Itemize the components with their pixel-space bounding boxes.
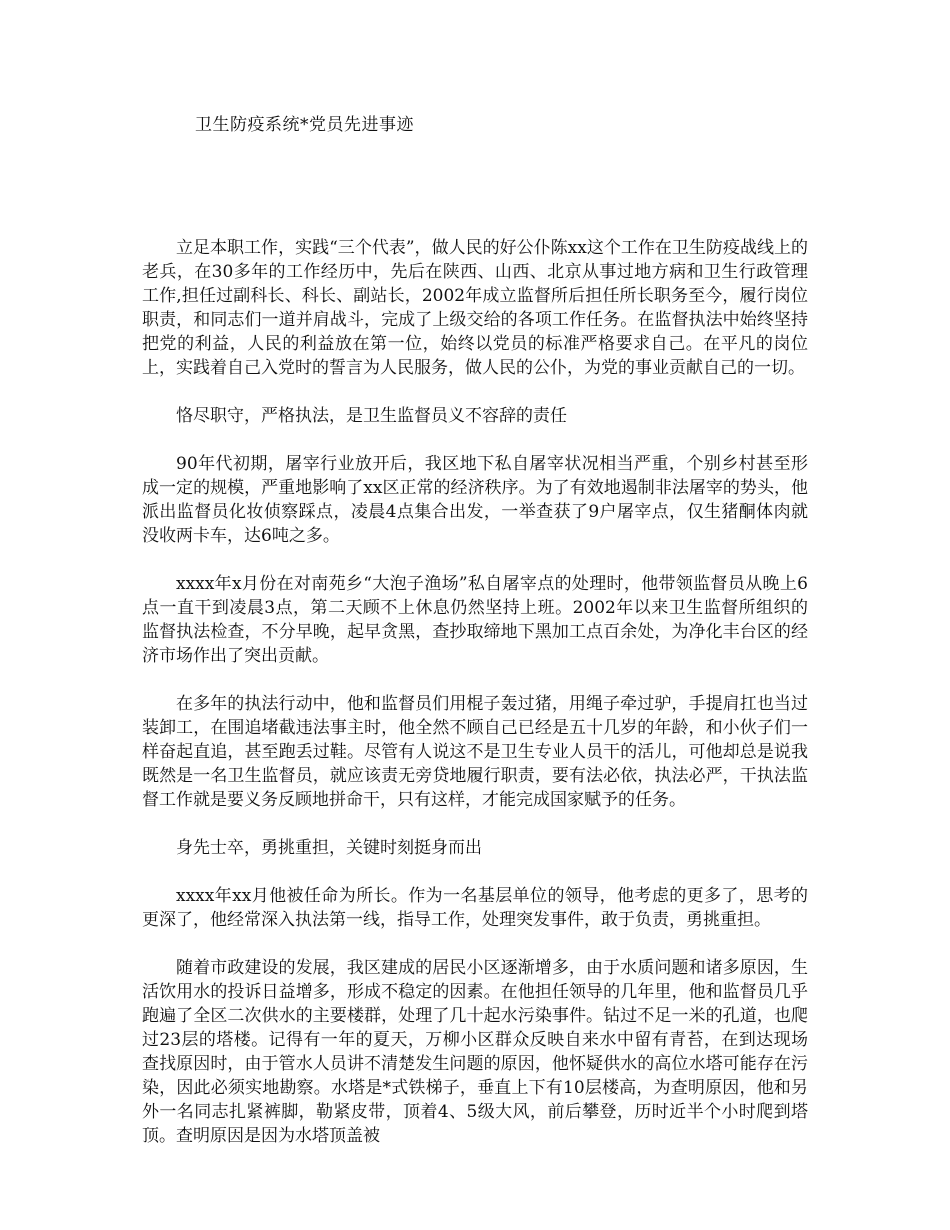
paragraph-appointment: xxxx年xx月他被任命为所长。作为一名基层单位的领导，他考虑的更多了，思考的更深了，他经常深入执法第一线，指导工作，处理突发事件，敢于负责，勇挑重担。 bbox=[142, 886, 808, 930]
paragraph-intro: 立足本职工作，实践“三个代表”，做人民的好公仆陈xx这个工作在卫生防疫战线上的老兵，在30多年的工作经历中，先后在陕西、山西、北京从事过地方病和卫生行政管理工作,担任过副科长、科长、副站长，2002年成立监督所后担任所长职务至今，履行岗位职责，和同志们一道并肩战斗，完成了上级交给的各项工作任务。在监督执法中始终坚持把党的利益，人民的利益放在第一位，始终以党员的标准严格要求自己。在平凡的岗位上，实践着自己入党时的誓言为人民服务，做人民的公仆，为党的事业贡献自己的一切。 bbox=[142, 238, 808, 378]
paragraph-water-supply: 随着市政建设的发展，我区建成的居民小区逐渐增多，由于水质问题和诸多原因，生活饮用水的投诉日益增多，形成不稳定的因素。在他担任领导的几年里，他和监督员几乎跑遍了全区二次供水的主要楼群，处理了几十起水污染事件。钻过不足一米的孔道，也爬过23层的塔楼。记得有一年的夏天，万柳小区群众反映自来水中留有青苔，在到达现场查找原因时，由于管水人员讲不清楚发生问题的原因，他怀疑供水的高位水塔可能存在污染，因此必须实地勘察。水塔是*式铁梯子，垂直上下有10层楼高，为查明原因，他和另外一名同志扎紧裤脚，勒紧皮带，顶着4、5级大风，前后攀登，历时近半个小时爬到塔顶。查明原因是因为水塔顶盖被 bbox=[142, 958, 808, 1146]
section-heading-leadership: 身先士卒，勇挑重担，关键时刻挺身而出 bbox=[176, 838, 482, 858]
document-title: 卫生防疫系统*党员先进事迹 bbox=[195, 115, 414, 135]
paragraph-nanyuan-case: xxxx年x月份在对南苑乡“大泡子渔场”私自屠宰点的处理时，他带领监督员从晚上6点一直干到凌晨3点，第二天顾不上休息仍然坚持上班。2002年以来卫生监督所组织的监督执法检查，不分早晚，起早贪黑，查抄取缔地下黑加工点百余处，为净化丰台区的经济市场作出了突出贡献。 bbox=[142, 574, 808, 666]
paragraph-slaughter-crackdown: 90年代初期，屠宰行业放开后，我区地下私自屠宰状况相当严重，个别乡村甚至形成一定的规模，严重地影响了xx区正常的经济秩序。为了有效地遏制非法屠宰的势头，他派出监督员化妆侦察踩点，凌晨4点集合出发，一举查获了9户屠宰点，仅生猪酮体肉就没收两卡车，达6吨之多。 bbox=[142, 454, 808, 546]
section-heading-duty: 恪尽职守，严格执法，是卫生监督员义不容辞的责任 bbox=[176, 406, 567, 426]
document-body bbox=[142, 236, 808, 1172]
paragraph-enforcement-actions: 在多年的执法行动中，他和监督员们用棍子轰过猪，用绳子牵过驴，手提肩扛也当过装卸工，在围追堵截违法事主时，他全然不顾自己已经是五十几岁的年龄，和小伙子们一样奋起直追，甚至跑丢过鞋。尽管有人说这不是卫生专业人员干的活儿，可他却总是说我既然是一名卫生监督员，就应该责无旁贷地履行职责，要有法必依，执法必严，干执法监督工作就是要义务反顾地拼命干，只有这样，才能完成国家赋予的任务。 bbox=[142, 694, 808, 810]
